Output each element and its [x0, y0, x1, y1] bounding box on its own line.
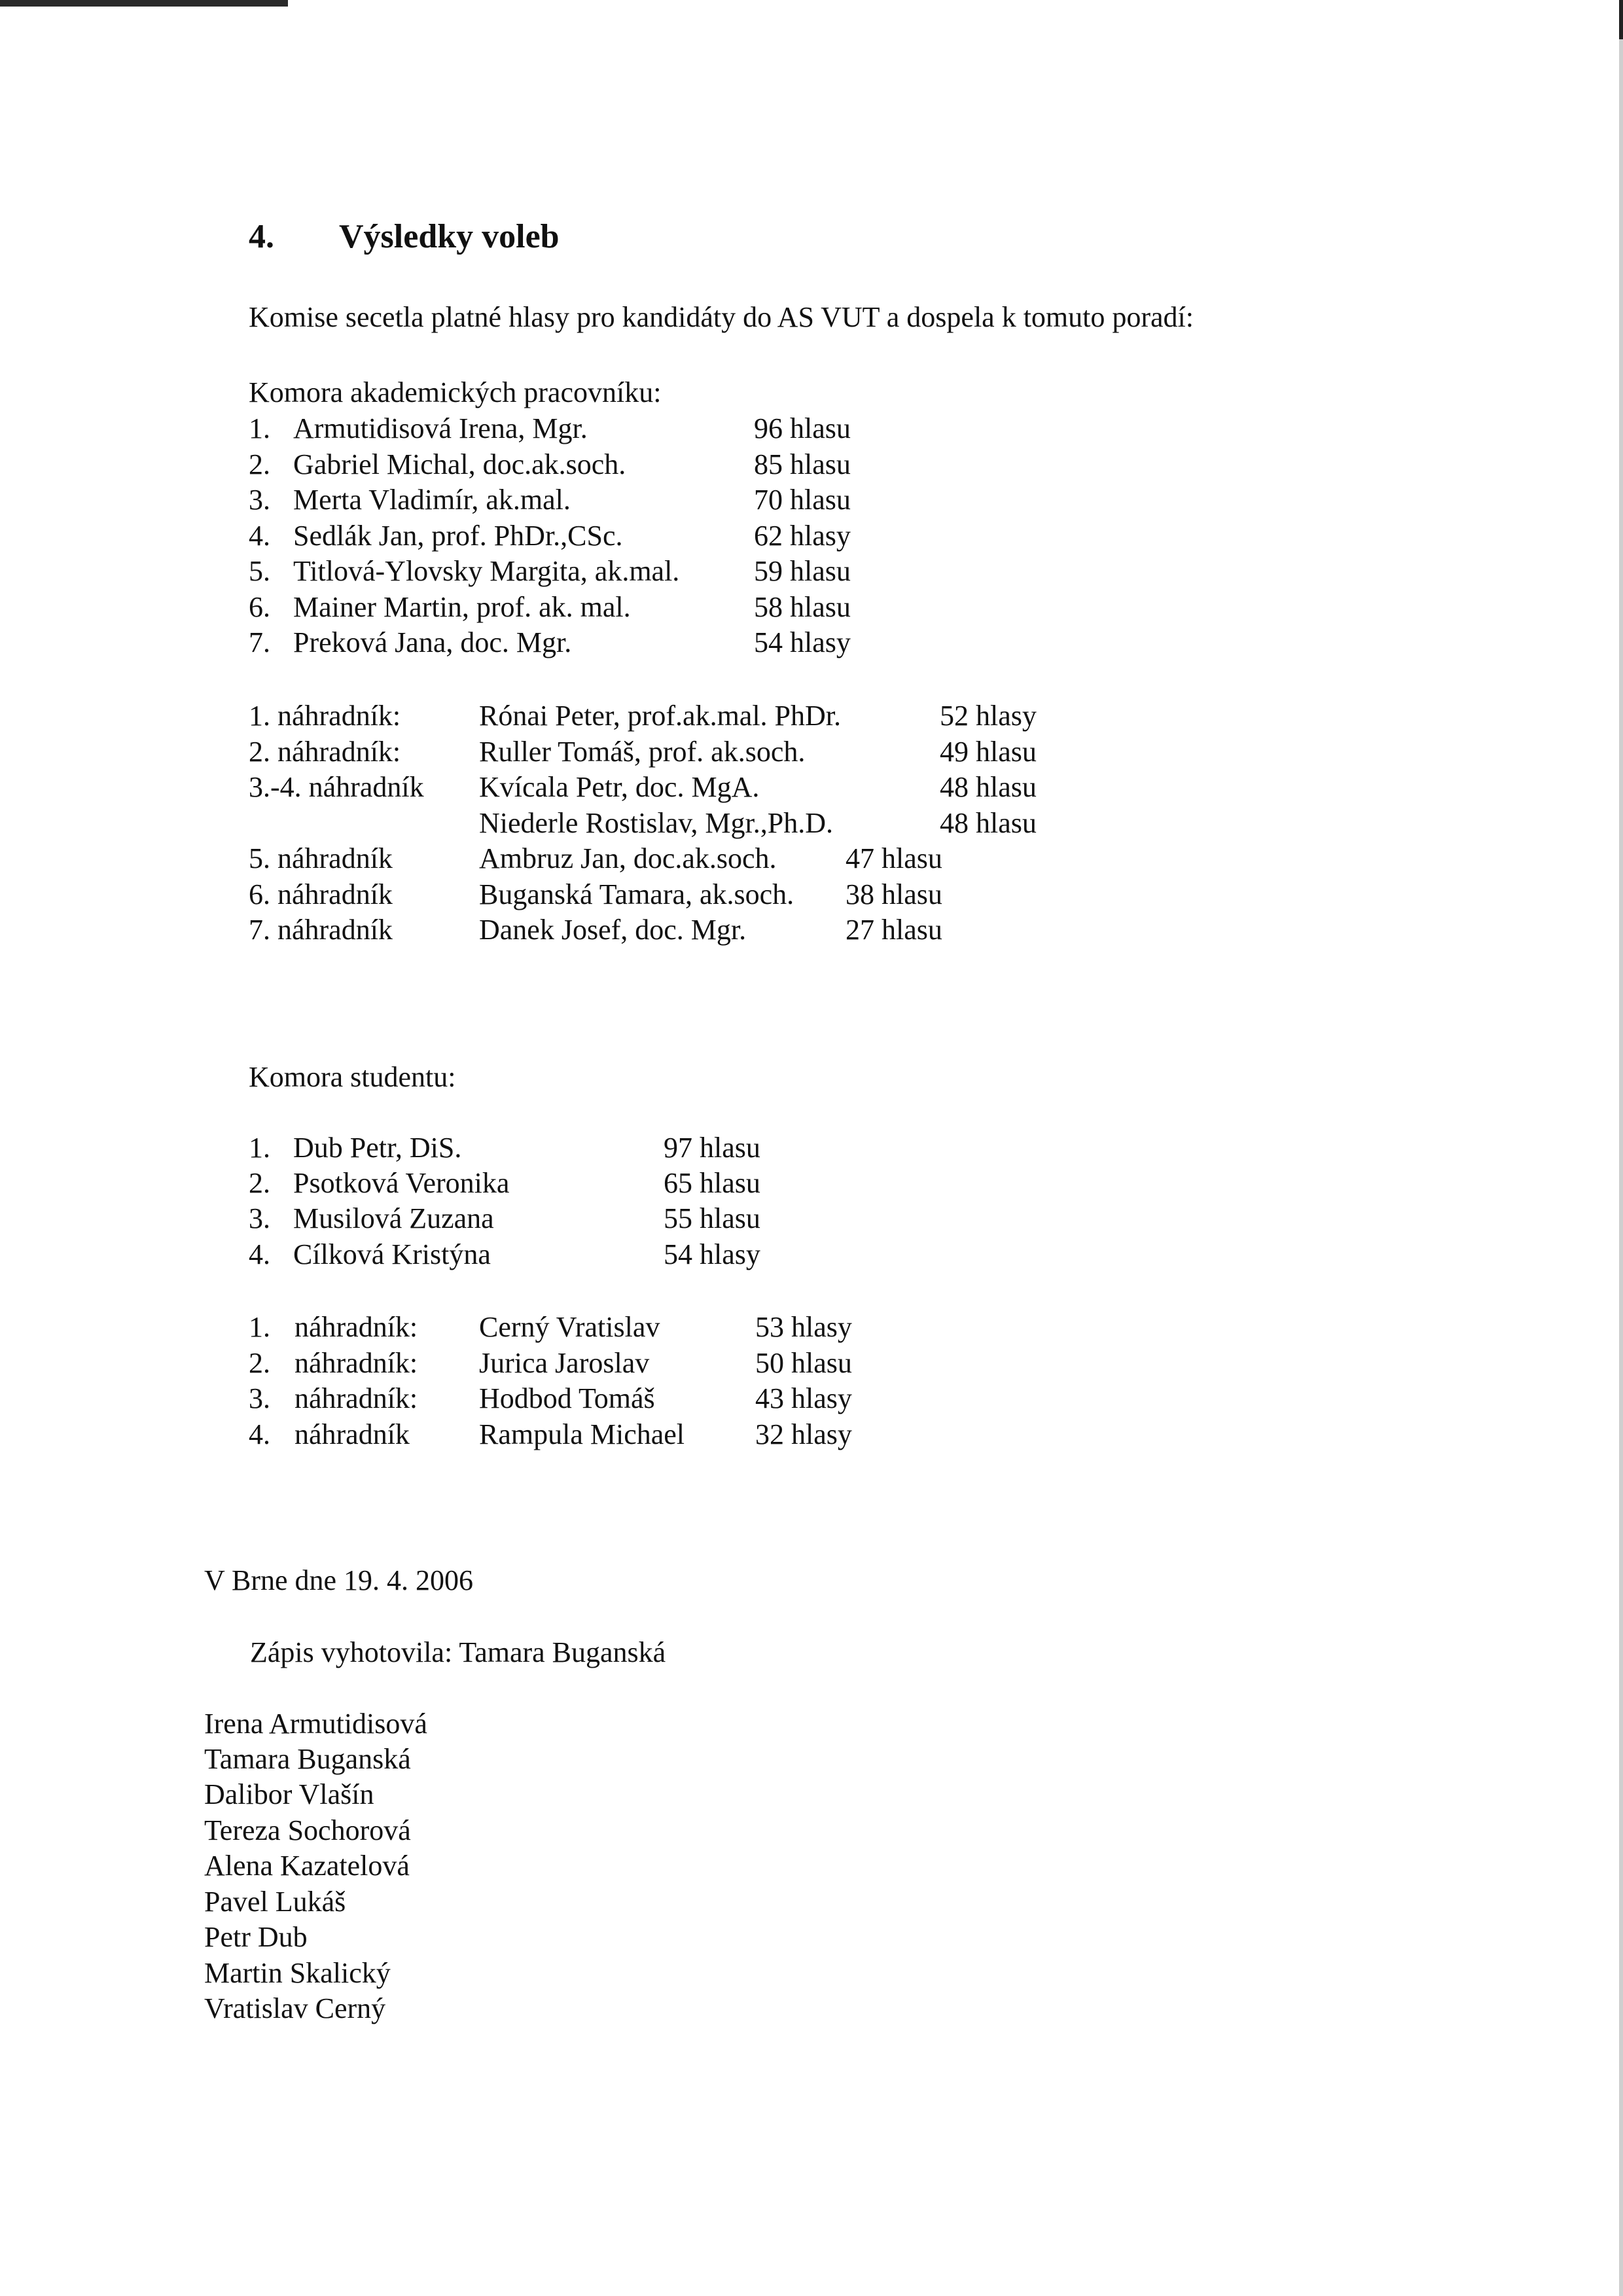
- candidate-name: Merta Vladimír, ak.mal.: [293, 484, 571, 516]
- students-chamber-title: Komora studentu:: [249, 1061, 456, 1093]
- candidate-rank: 5.: [249, 555, 270, 587]
- signatory-name: Dalibor Vlašín: [204, 1778, 374, 1810]
- substitute-votes: 48 hlasu: [940, 771, 1037, 803]
- signatory-name: Alena Kazatelová: [204, 1850, 410, 1882]
- academic-chamber-title: Komora akademických pracovníku:: [249, 376, 662, 408]
- signatory-name: Tereza Sochorová: [204, 1814, 411, 1846]
- candidate-votes: 85 hlasu: [754, 448, 851, 480]
- scan-artifact-edge: [1619, 0, 1623, 2296]
- substitute-label: náhradník:: [294, 1382, 418, 1414]
- substitute-label: 2. náhradník:: [249, 736, 401, 768]
- candidate-votes: 70 hlasu: [754, 484, 851, 516]
- candidate-votes: 54 hlasy: [664, 1238, 760, 1270]
- candidate-votes: 97 hlasu: [664, 1132, 760, 1164]
- candidate-rank: 3.: [249, 484, 270, 516]
- substitute-label: 5. náhradník: [249, 842, 393, 874]
- substitute-votes: 27 hlasu: [846, 914, 942, 946]
- substitute-votes: 48 hlasu: [940, 807, 1037, 839]
- candidate-name: Dub Petr, DiS.: [293, 1132, 462, 1164]
- substitute-label: náhradník: [294, 1418, 410, 1450]
- signatory-name: Tamara Buganská: [204, 1743, 411, 1775]
- candidate-rank: 4.: [249, 520, 270, 552]
- signatory-name: Vratislav Cerný: [204, 1992, 386, 2024]
- signatory-name: Martin Skalický: [204, 1957, 391, 1989]
- candidate-votes: 65 hlasu: [664, 1167, 760, 1199]
- place-and-date: V Brne dne 19. 4. 2006: [204, 1564, 474, 1596]
- substitute-label: 1. náhradník:: [249, 700, 401, 732]
- candidate-name: Preková Jana, doc. Mgr.: [293, 626, 572, 658]
- scan-artifact-corner: [0, 0, 288, 7]
- candidate-name: Psotková Veronika: [293, 1167, 510, 1199]
- substitute-name: Rónai Peter, prof.ak.mal. PhDr.: [479, 700, 842, 732]
- substitute-votes: 43 hlasy: [755, 1382, 852, 1414]
- substitute-votes: 50 hlasu: [755, 1347, 852, 1379]
- candidate-rank: 3.: [249, 1202, 270, 1234]
- substitute-name: Kvícala Petr, doc. MgA.: [479, 771, 760, 803]
- candidate-name: Cílková Kristýna: [293, 1238, 491, 1270]
- substitute-rank: 2.: [249, 1347, 270, 1379]
- substitute-name: Rampula Michael: [479, 1418, 685, 1450]
- candidate-votes: 55 hlasu: [664, 1202, 760, 1234]
- candidate-name: Musilová Zuzana: [293, 1202, 494, 1234]
- candidate-name: Sedlák Jan, prof. PhDr.,CSc.: [293, 520, 623, 552]
- substitute-name: Buganská Tamara, ak.soch.: [479, 878, 794, 910]
- substitute-label: 7. náhradník: [249, 914, 393, 946]
- candidate-name: Gabriel Michal, doc.ak.soch.: [293, 448, 626, 480]
- substitute-name: Jurica Jaroslav: [479, 1347, 650, 1379]
- substitute-votes: 47 hlasu: [846, 842, 942, 874]
- substitute-label: 6. náhradník: [249, 878, 393, 910]
- candidate-votes: 59 hlasu: [754, 555, 851, 587]
- substitute-label: náhradník:: [294, 1347, 418, 1379]
- substitute-votes: 53 hlasy: [755, 1311, 852, 1343]
- candidate-name: Mainer Martin, prof. ak. mal.: [293, 591, 631, 623]
- signatory-name: Pavel Lukáš: [204, 1886, 346, 1918]
- substitute-name: Hodbod Tomáš: [479, 1382, 655, 1414]
- candidate-name: Armutidisová Irena, Mgr.: [293, 412, 588, 444]
- substitute-label: náhradník:: [294, 1311, 418, 1343]
- candidate-votes: 96 hlasu: [754, 412, 851, 444]
- substitute-votes: 49 hlasu: [940, 736, 1037, 768]
- substitute-votes: 52 hlasy: [940, 700, 1037, 732]
- candidate-rank: 4.: [249, 1238, 270, 1270]
- candidate-rank: 1.: [249, 412, 270, 444]
- substitute-name: Ambruz Jan, doc.ak.soch.: [479, 842, 777, 874]
- section-title: Výsledky voleb: [339, 218, 560, 255]
- candidate-name: Titlová-Ylovsky Margita, ak.mal.: [293, 555, 680, 587]
- candidate-rank: 1.: [249, 1132, 270, 1164]
- signatory-name: Petr Dub: [204, 1921, 308, 1953]
- section-number: 4.: [249, 218, 274, 255]
- substitute-label: 3.-4. náhradník: [249, 771, 424, 803]
- substitute-name: Danek Josef, doc. Mgr.: [479, 914, 747, 946]
- substitute-rank: 4.: [249, 1418, 270, 1450]
- candidate-rank: 2.: [249, 448, 270, 480]
- candidate-rank: 2.: [249, 1167, 270, 1199]
- candidate-votes: 62 hlasy: [754, 520, 851, 552]
- intro-text: Komise secetla platné hlasy pro kandidáty do AS VUT a dospela k tomuto poradí:: [249, 301, 1194, 333]
- substitute-rank: 1.: [249, 1311, 270, 1343]
- scan-artifact-edge-top: [1619, 0, 1623, 39]
- substitute-name: Cerný Vratislav: [479, 1311, 660, 1343]
- candidate-rank: 6.: [249, 591, 270, 623]
- substitute-name: Niederle Rostislav, Mgr.,Ph.D.: [479, 807, 833, 839]
- substitute-rank: 3.: [249, 1382, 270, 1414]
- substitute-votes: 38 hlasu: [846, 878, 942, 910]
- candidate-rank: 7.: [249, 626, 270, 658]
- minutes-author: Zápis vyhotovila: Tamara Buganská: [250, 1636, 666, 1668]
- signatory-name: Irena Armutidisová: [204, 1708, 427, 1740]
- candidate-votes: 58 hlasu: [754, 591, 851, 623]
- substitute-name: Ruller Tomáš, prof. ak.soch.: [479, 736, 806, 768]
- substitute-votes: 32 hlasy: [755, 1418, 852, 1450]
- candidate-votes: 54 hlasy: [754, 626, 851, 658]
